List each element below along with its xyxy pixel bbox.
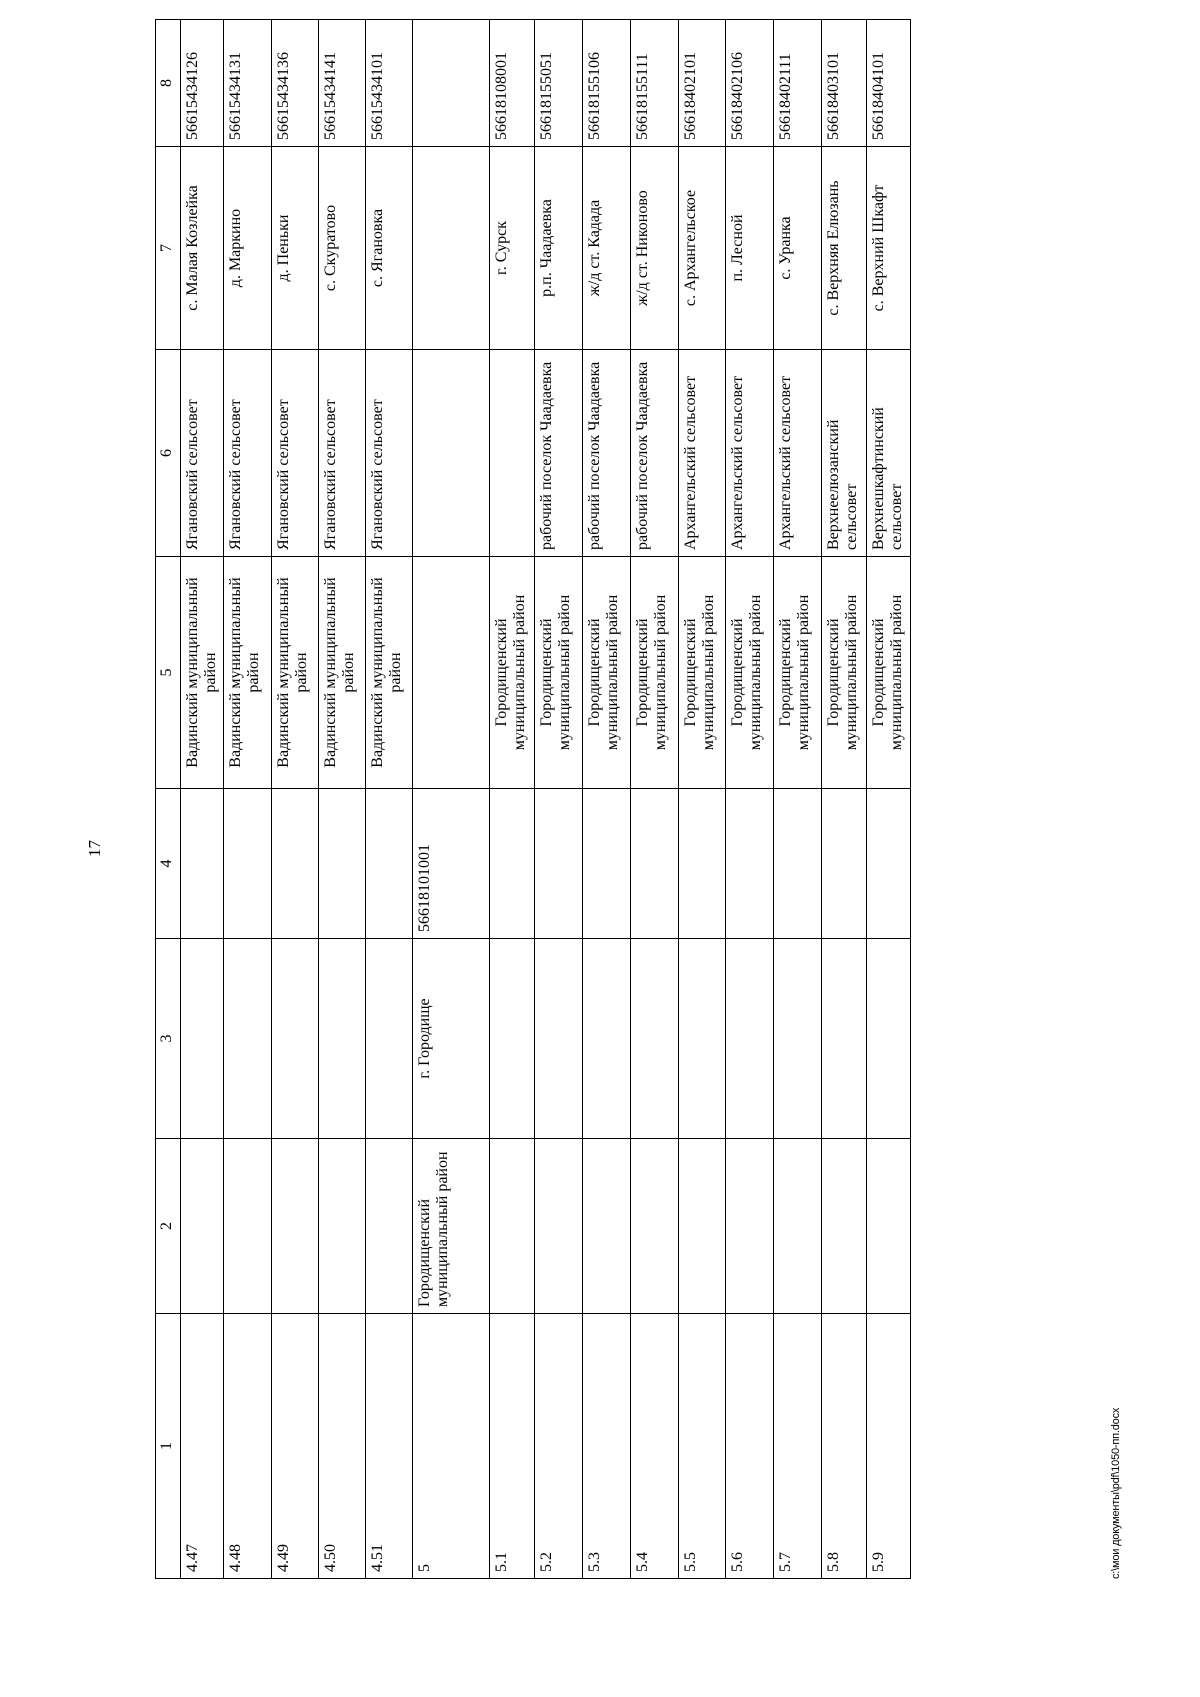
cell-col-1: 5.7 xyxy=(774,1314,822,1579)
cell-col-8: 56615434101 xyxy=(366,20,413,147)
cell-col-1: 4.47 xyxy=(181,1314,224,1579)
table-body xyxy=(156,20,911,1579)
cell-col-5: Городищенский муниципальный район xyxy=(535,557,583,789)
cell-col-2 xyxy=(490,1139,535,1314)
cell-col-7: с. Верхний Шкафт xyxy=(867,147,911,350)
cell-col-1: 4.51 xyxy=(366,1314,413,1579)
cell-col-6: Ягановский сельсовет xyxy=(319,350,366,557)
cell-col-7: р.п. Чаадаевка xyxy=(535,147,583,350)
cell-col-7: с. Верхняя Елюзань xyxy=(822,147,867,350)
table-row xyxy=(272,20,319,1579)
cell-col-8: 56618155106 xyxy=(583,20,631,147)
cell-col-6: Верхнешкафтинский сельсовет xyxy=(867,350,911,557)
cell-col-5: Городищенский муниципальный район xyxy=(490,557,535,789)
cell-col-8 xyxy=(413,20,490,147)
cell-col-6: Ягановский сельсовет xyxy=(366,350,413,557)
cell-col-4 xyxy=(224,789,272,939)
cell-col-8: 56618403101 xyxy=(822,20,867,147)
table-row xyxy=(181,20,224,1579)
column-header-8: 8 xyxy=(156,20,181,147)
cell-col-3 xyxy=(726,939,774,1139)
cell-col-3: г. Городище xyxy=(413,939,490,1139)
cell-col-7: п. Лесной xyxy=(726,147,774,350)
cell-col-5: Вадинский муниципальный район xyxy=(181,557,224,789)
cell-col-8: 56618402101 xyxy=(679,20,726,147)
cell-col-6 xyxy=(490,350,535,557)
cell-col-5: Городищенский муниципальный район xyxy=(867,557,911,789)
cell-col-4 xyxy=(272,789,319,939)
cell-col-3 xyxy=(774,939,822,1139)
cell-col-4 xyxy=(774,789,822,939)
page-number: 17 xyxy=(85,840,104,857)
cell-col-4 xyxy=(181,789,224,939)
cell-col-6: рабочий поселок Чаадаевка xyxy=(631,350,679,557)
cell-col-6: Архангельский сельсовет xyxy=(679,350,726,557)
cell-col-6: Ягановский сельсовет xyxy=(224,350,272,557)
cell-col-3 xyxy=(535,939,583,1139)
cell-col-3 xyxy=(319,939,366,1139)
cell-col-3 xyxy=(366,939,413,1139)
cell-col-1: 4.48 xyxy=(224,1314,272,1579)
table-row xyxy=(535,20,583,1579)
column-header-5: 5 xyxy=(156,557,181,789)
cell-col-2 xyxy=(181,1139,224,1314)
cell-col-8: 56618155051 xyxy=(535,20,583,147)
cell-col-5 xyxy=(413,557,490,789)
column-header-7: 7 xyxy=(156,147,181,350)
cell-col-5: Вадинский муниципальный район xyxy=(272,557,319,789)
cell-col-5: Городищенский муниципальный район xyxy=(679,557,726,789)
cell-col-2 xyxy=(535,1139,583,1314)
cell-col-2: Городищенский муниципальный район xyxy=(413,1139,490,1314)
cell-col-6 xyxy=(413,350,490,557)
cell-col-1: 4.49 xyxy=(272,1314,319,1579)
cell-col-7: с. Архангельское xyxy=(679,147,726,350)
cell-col-5: Городищенский муниципальный район xyxy=(726,557,774,789)
cell-col-6: рабочий поселок Чаадаевка xyxy=(583,350,631,557)
cell-col-8: 56618108001 xyxy=(490,20,535,147)
cell-col-7: г. Сурск xyxy=(490,147,535,350)
cell-col-4 xyxy=(366,789,413,939)
cell-col-3 xyxy=(181,939,224,1139)
cell-col-1: 5.2 xyxy=(535,1314,583,1579)
table-row xyxy=(679,20,726,1579)
cell-col-2 xyxy=(867,1139,911,1314)
cell-col-2 xyxy=(726,1139,774,1314)
cell-col-5: Городищенский муниципальный район xyxy=(631,557,679,789)
cell-col-6: Архангельский сельсовет xyxy=(726,350,774,557)
cell-col-8: 56618402106 xyxy=(726,20,774,147)
cell-col-8: 56618155111 xyxy=(631,20,679,147)
cell-col-1: 5 xyxy=(413,1314,490,1579)
cell-col-2 xyxy=(583,1139,631,1314)
table-row xyxy=(631,20,679,1579)
table-row xyxy=(490,20,535,1579)
settlements-table xyxy=(155,19,911,1579)
cell-col-5: Городищенский муниципальный район xyxy=(774,557,822,789)
column-header-1: 1 xyxy=(156,1314,181,1579)
cell-col-8: 56615434136 xyxy=(272,20,319,147)
cell-col-3 xyxy=(224,939,272,1139)
table-row xyxy=(822,20,867,1579)
cell-col-8: 56615434141 xyxy=(319,20,366,147)
cell-col-2 xyxy=(319,1139,366,1314)
cell-col-5: Вадинский муниципальный район xyxy=(319,557,366,789)
table-row xyxy=(583,20,631,1579)
cell-col-3 xyxy=(679,939,726,1139)
cell-col-8: 56615434126 xyxy=(181,20,224,147)
cell-col-4: 56618101001 xyxy=(413,789,490,939)
cell-col-6: Ягановский сельсовет xyxy=(272,350,319,557)
table-row xyxy=(224,20,272,1579)
cell-col-6: рабочий поселок Чаадаевка xyxy=(535,350,583,557)
table-row xyxy=(774,20,822,1579)
cell-col-2 xyxy=(272,1139,319,1314)
table-row xyxy=(867,20,911,1579)
column-header-3: 3 xyxy=(156,939,181,1139)
cell-col-1: 5.9 xyxy=(867,1314,911,1579)
table-row xyxy=(319,20,366,1579)
cell-col-3 xyxy=(490,939,535,1139)
cell-col-3 xyxy=(867,939,911,1139)
cell-col-4 xyxy=(535,789,583,939)
cell-col-2 xyxy=(822,1139,867,1314)
cell-col-8: 56618402111 xyxy=(774,20,822,147)
cell-col-4 xyxy=(583,789,631,939)
cell-col-7: с. Малая Козлейка xyxy=(181,147,224,350)
cell-col-6: Архангельский сельсовет xyxy=(774,350,822,557)
cell-col-8: 56618404101 xyxy=(867,20,911,147)
cell-col-7: ж/д ст. Никоново xyxy=(631,147,679,350)
cell-col-7: с. Ягановка xyxy=(366,147,413,350)
footer-file-path: c:\мои документы\pdf\1050-пп.docx xyxy=(1110,1407,1122,1579)
cell-col-2 xyxy=(774,1139,822,1314)
cell-col-4 xyxy=(631,789,679,939)
cell-col-2 xyxy=(631,1139,679,1314)
cell-col-4 xyxy=(867,789,911,939)
cell-col-8: 56615434131 xyxy=(224,20,272,147)
cell-col-3 xyxy=(583,939,631,1139)
cell-col-6: Ягановский сельсовет xyxy=(181,350,224,557)
column-header-6: 6 xyxy=(156,350,181,557)
cell-col-4 xyxy=(726,789,774,939)
cell-col-1: 5.5 xyxy=(679,1314,726,1579)
cell-col-4 xyxy=(679,789,726,939)
cell-col-5: Городищенский муниципальный район xyxy=(822,557,867,789)
cell-col-4 xyxy=(319,789,366,939)
column-header-2: 2 xyxy=(156,1139,181,1314)
table-row xyxy=(726,20,774,1579)
cell-col-1: 5.8 xyxy=(822,1314,867,1579)
cell-col-7: ж/д ст. Кадада xyxy=(583,147,631,350)
table-header-row xyxy=(156,20,181,1579)
cell-col-6: Верхнеелюзанский сельсовет xyxy=(822,350,867,557)
cell-col-1: 5.3 xyxy=(583,1314,631,1579)
cell-col-3 xyxy=(272,939,319,1139)
cell-col-7: д. Пеньки xyxy=(272,147,319,350)
cell-col-3 xyxy=(822,939,867,1139)
cell-col-2 xyxy=(224,1139,272,1314)
cell-col-7: д. Маркино xyxy=(224,147,272,350)
cell-col-5: Вадинский муниципальный район xyxy=(224,557,272,789)
cell-col-7: с. Уранка xyxy=(774,147,822,350)
cell-col-1: 5.4 xyxy=(631,1314,679,1579)
cell-col-1: 4.50 xyxy=(319,1314,366,1579)
cell-col-1: 5.6 xyxy=(726,1314,774,1579)
cell-col-7 xyxy=(413,147,490,350)
cell-col-4 xyxy=(490,789,535,939)
cell-col-2 xyxy=(366,1139,413,1314)
cell-col-7: с. Скуратово xyxy=(319,147,366,350)
table-row xyxy=(413,20,490,1579)
cell-col-5: Городищенский муниципальный район xyxy=(583,557,631,789)
cell-col-3 xyxy=(631,939,679,1139)
cell-col-4 xyxy=(822,789,867,939)
column-header-4: 4 xyxy=(156,789,181,939)
table-row xyxy=(366,20,413,1579)
cell-col-1: 5.1 xyxy=(490,1314,535,1579)
cell-col-5: Вадинский муниципальный район xyxy=(366,557,413,789)
cell-col-2 xyxy=(679,1139,726,1314)
